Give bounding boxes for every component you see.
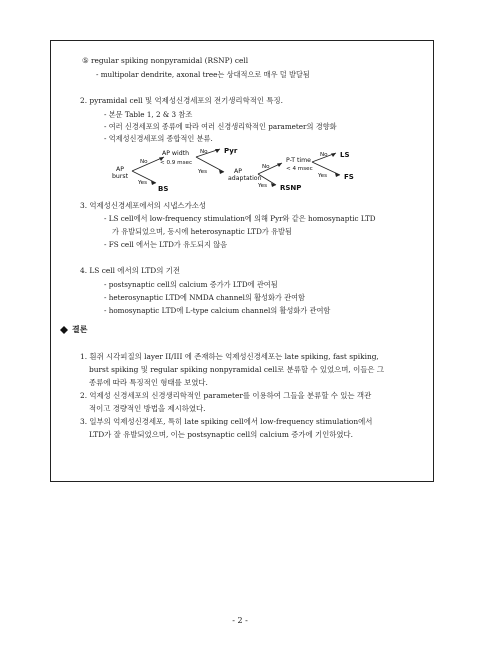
conclusion-line-3: 종류에 따라 특징적인 형태를 보였다. (89, 378, 208, 387)
classification-diagram (100, 146, 380, 194)
edge-no-2: No (200, 149, 208, 155)
pt-time-label: P-T time (286, 157, 311, 164)
edge-yes-2: Yes (198, 169, 208, 175)
content-frame (50, 40, 434, 482)
ap-adaptation-label-2: adaptation (228, 175, 262, 182)
ap-width-threshold: < 0.9 msec (160, 160, 193, 166)
section-2-title: 2. pyramidal cell 및 억제성신경세포의 전기생리학적인 특징. (80, 96, 283, 105)
conclusion-line-4: 2. 억제성 신경세포의 신경생리학적인 parameter를 이용하여 그들을 분류할 수 있는 객관 (80, 391, 372, 400)
edge-no-3: No (262, 164, 270, 170)
item-5-sub: - multipolar dendrite, axonal tree는 상대적으로 매우 덜 발달됨 (96, 70, 310, 79)
section-3-sub-1: - LS cell에서 low-frequency stimulation에 의해 Pyr와 같은 homosynaptic LTD (104, 214, 376, 223)
conclusion-line-1: 1. 흰쥐 시각피질의 layer II/III 에 존재하는 억제성신경세포는 late spiking, fast spiking, (80, 352, 379, 361)
pyr-label: Pyr (224, 147, 238, 155)
diamond-bullet-icon (60, 326, 68, 334)
conclusion-line-6: 3. 일부의 억제성신경세포, 특히 late spiking cell에서 low-frequency stimulation에서 (80, 417, 373, 426)
pt-time-threshold: < 4 msec (286, 166, 313, 172)
section-4-sub-1: - postsynaptic cell의 calcium 증가가 LTD에 관여됨 (104, 280, 278, 289)
conclusion-line-2: burst spiking 및 regular spiking nonpyramidal cell로 분류할 수 있었으며, 이들은 그 (89, 365, 384, 374)
ap-burst-label-2: burst (112, 173, 129, 180)
section-4-sub-2: - heterosynaptic LTD에 NMDA channel의 활성화가 관여함 (104, 293, 305, 302)
edge-yes-3: Yes (258, 183, 268, 189)
edge-yes-4: Yes (318, 173, 328, 179)
conclusion-line-5: 적이고 경량적인 방법을 제시하였다. (89, 404, 206, 413)
ls-label: LS (340, 151, 350, 159)
fs-label: FS (344, 173, 354, 181)
edge-no-4: No (320, 152, 328, 158)
section-3-sub-3: - FS cell 에서는 LTD가 유도되지 않음 (104, 240, 228, 249)
item-5: ⑤ regular spiking nonpyramidal (RSNP) cell (82, 56, 249, 65)
bs-label: BS (158, 185, 169, 193)
section-2-sub-2: - 여러 신경세포의 종류에 따라 여러 신경생리학적인 parameter의 경향화 (104, 122, 337, 131)
conclusion-heading: 결론 (72, 324, 88, 334)
edge-no-1: No (140, 159, 148, 165)
section-2-sub-1: - 본문 Table 1, 2 & 3 참조 (104, 110, 193, 119)
ap-burst-label-1: AP (116, 166, 124, 173)
section-3-sub-2: 가 유발되었으며, 동시에 heterosynaptic LTD가 유발됨 (112, 227, 292, 236)
ap-width-label: AP width (162, 150, 189, 157)
page-number: - 2 - (232, 616, 248, 625)
conclusion-line-7: LTD가 잘 유발되었으며, 이는 postsynaptic cell의 calcium 증가에 기인하였다. (89, 430, 354, 439)
section-4-title: 4. LS cell 에서의 LTD의 기전 (80, 266, 181, 275)
section-4-sub-3: - homosynaptic LTD에 L-type calcium channel의 활성화가 관여함 (104, 306, 331, 315)
section-3-title: 3. 억제성신경세포에서의 시냅스가소성 (80, 201, 206, 210)
section-2-sub-3: - 억제성신경세포의 종합적인 분류. (104, 134, 213, 143)
ap-adaptation-label-1: AP (234, 168, 242, 175)
rsnp-label: RSNP (280, 184, 302, 192)
edge-yes-1: Yes (138, 180, 148, 186)
